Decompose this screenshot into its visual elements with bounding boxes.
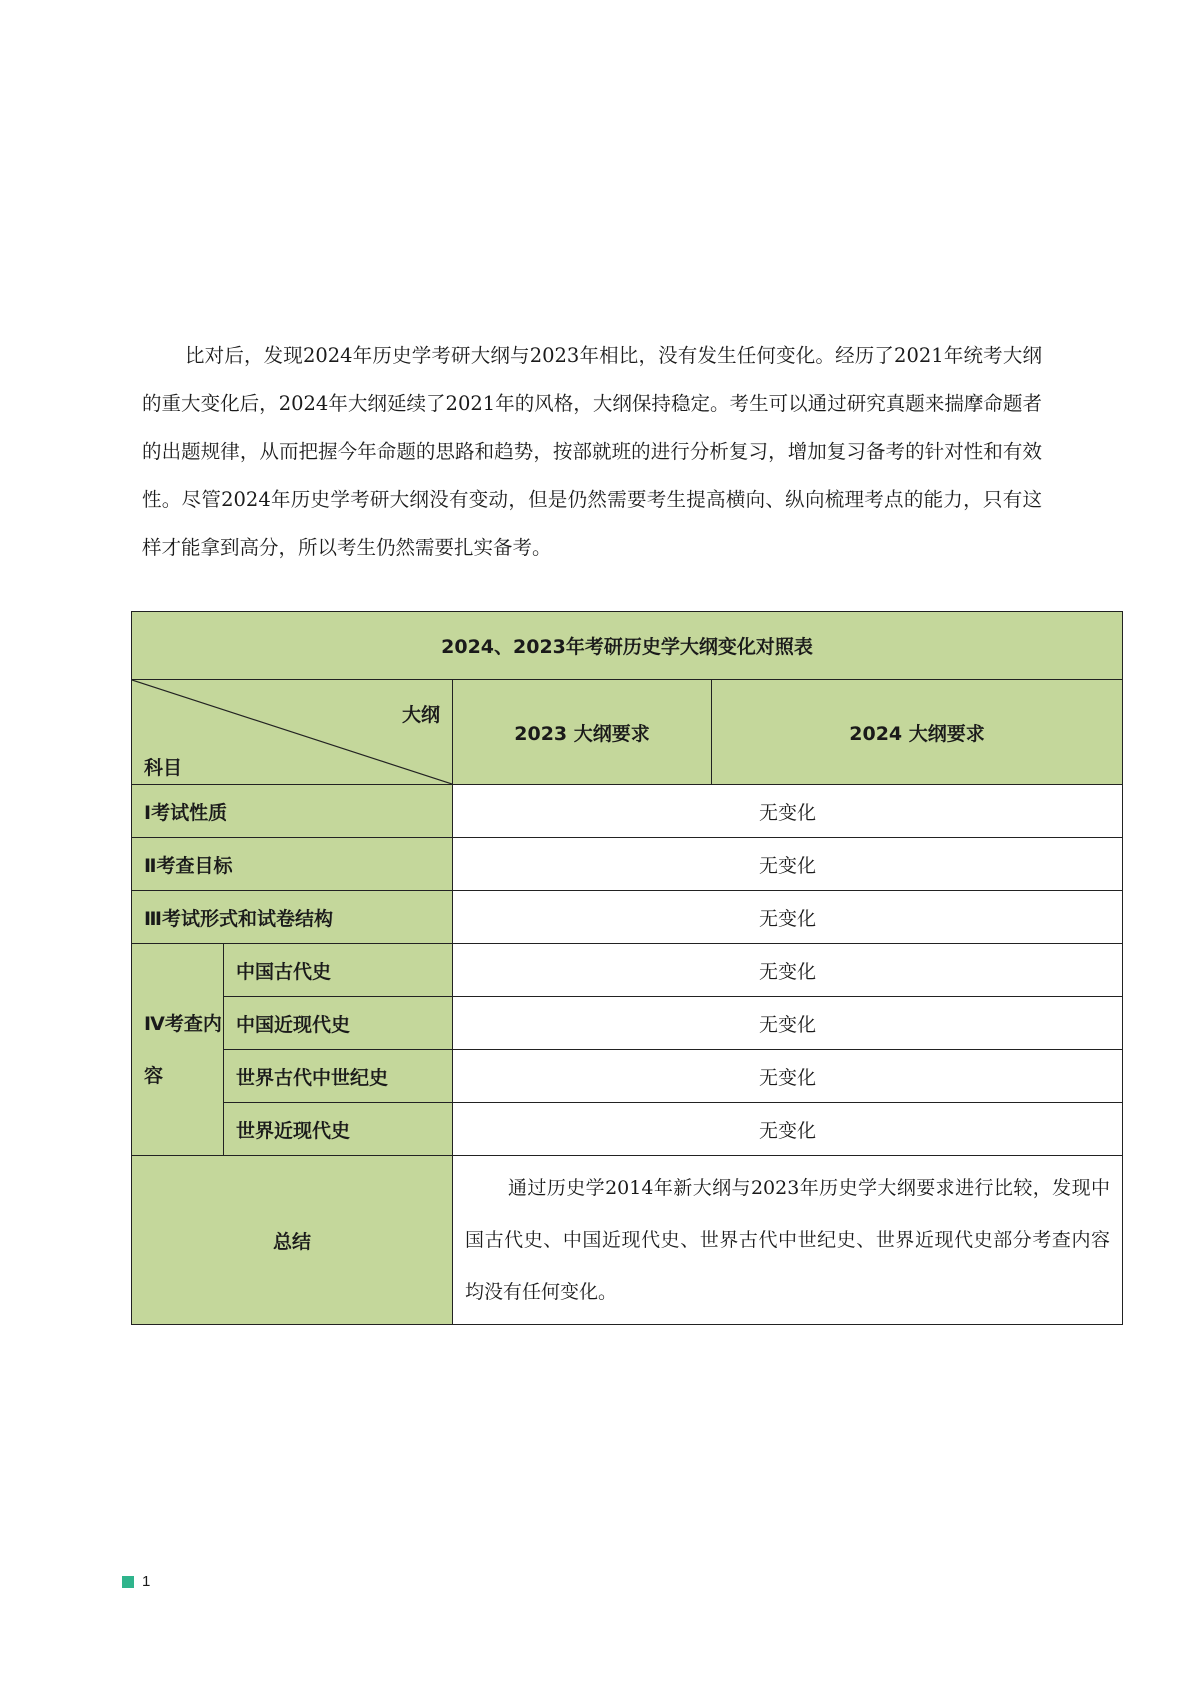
row-label: 世界近现代史: [224, 1103, 453, 1156]
row-value: 无变化: [453, 838, 1123, 891]
corner-top-label: 大纲: [401, 704, 440, 726]
table-row: [132, 997, 1123, 1050]
row-label: 中国近现代史: [224, 997, 453, 1050]
table-row: [132, 891, 1123, 944]
table-row: [132, 838, 1123, 891]
row-label: 中国古代史: [224, 944, 453, 997]
row-value: 无变化: [453, 997, 1123, 1050]
table-row: [132, 1050, 1123, 1103]
row-label: Ⅰ考试性质: [132, 785, 453, 838]
summary-label: 总结: [132, 1156, 453, 1325]
row-label: Ⅱ考查目标: [132, 838, 453, 891]
intro-paragraph: 比对后，发现2024年历史学考研大纲与2023年相比，没有发生任何变化。经历了2021年统考大纲的重大变化后，2024年大纲延续了2021年的风格，大纲保持稳定。考生可以通过研究真题来揣摩命题者的出题规律，从而把握今年命题的思路和趋势，按部就班的进行分析复习，增加复习备考的针对性和有效性。尽管2024年历史学考研大纲没有变动，但是仍然需要考生提高横向、纵向梳理考点的能力，只有这样才能拿到高分，所以考生仍然需要扎实备考。: [142, 344, 1042, 559]
corner-bottom-label: 科目: [144, 757, 183, 779]
comparison-table: [131, 611, 1123, 1325]
table-row: [132, 944, 1123, 997]
page-number: 1: [142, 1573, 151, 1590]
row-value: 无变化: [453, 785, 1123, 838]
header-2024: 2024 大纲要求: [712, 680, 1123, 785]
page-marker-icon: [122, 1576, 134, 1588]
content-group-label: Ⅳ考查内容: [132, 944, 224, 1156]
row-label: 世界古代中世纪史: [224, 1050, 453, 1103]
table-row: [132, 785, 1123, 838]
summary-text: 通过历史学2014年新大纲与2023年历史学大纲要求进行比较，发现中国古代史、中国近现代史、世界古代中世纪史、世界近现代史部分考查内容均没有任何变化。: [453, 1156, 1123, 1325]
table-title: 2024、2023年考研历史学大纲变化对照表: [132, 612, 1123, 680]
row-value: 无变化: [453, 891, 1123, 944]
header-2023: 2023 大纲要求: [453, 680, 712, 785]
row-value: 无变化: [453, 1050, 1123, 1103]
page-footer: [122, 1573, 150, 1590]
table-row: [132, 1103, 1123, 1156]
row-label: Ⅲ考试形式和试卷结构: [132, 891, 453, 944]
corner-header: [132, 680, 453, 785]
row-value: 无变化: [453, 1103, 1123, 1156]
row-value: 无变化: [453, 944, 1123, 997]
